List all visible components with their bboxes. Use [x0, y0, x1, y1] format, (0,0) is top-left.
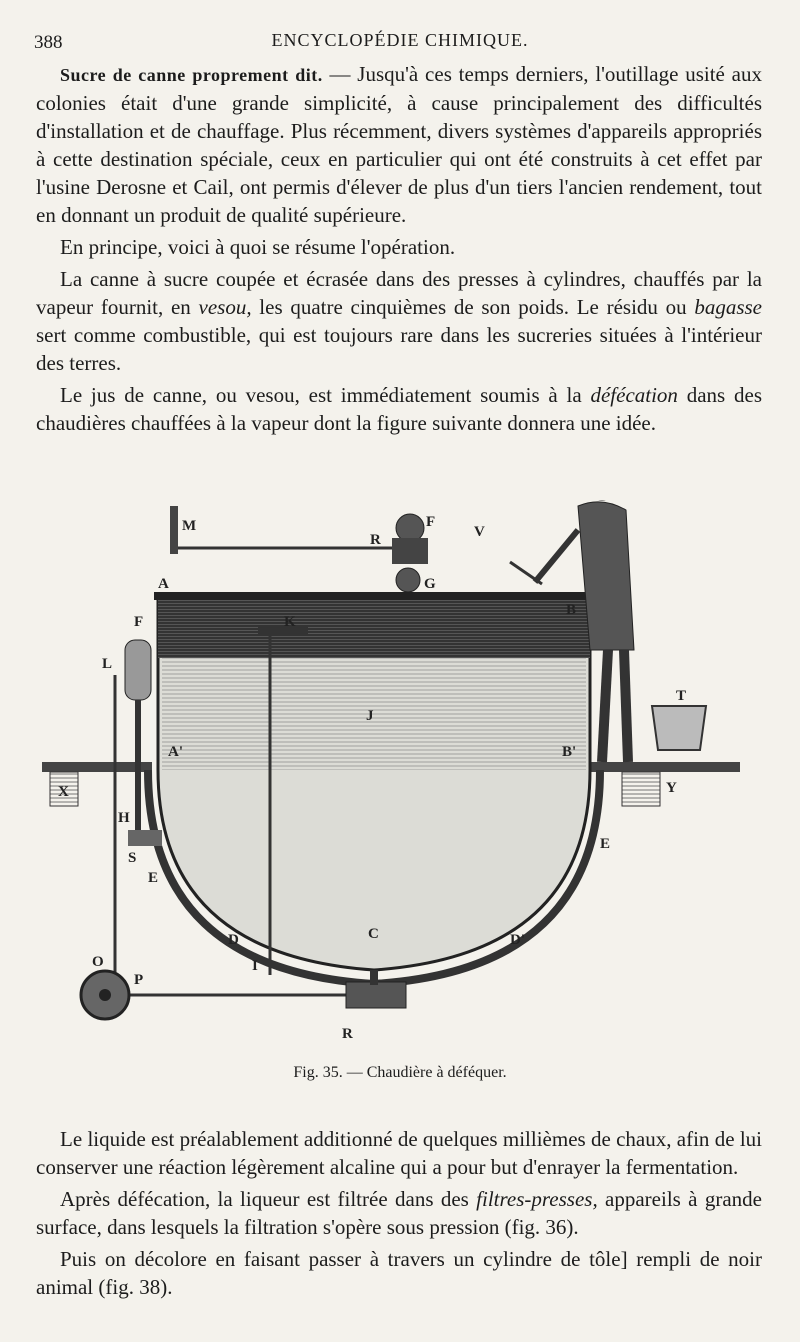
boiler-top-band — [158, 596, 590, 658]
label-o: O — [92, 954, 104, 970]
label-p: P — [134, 972, 144, 988]
label-b-prime: B' — [562, 744, 577, 760]
label-i: I — [252, 958, 258, 974]
paragraph-juice — [36, 381, 762, 437]
handle-k — [258, 626, 308, 634]
label-l: L — [102, 656, 113, 672]
paragraph-filter — [36, 1185, 762, 1241]
platform-right — [590, 762, 740, 772]
label-c: C — [368, 926, 379, 942]
label-j: J — [366, 708, 374, 724]
label-r-bottom: R — [342, 1026, 353, 1042]
term-bagasse: bagasse — [694, 295, 762, 319]
text-run: sert comme combustible, qui est toujours rare dans les sucreries situées à l'intérieur des terres. — [36, 323, 762, 375]
top-text-block — [36, 60, 762, 441]
text-run: Le jus de canne, ou vesou, est immédiatement soumis à la — [60, 383, 591, 407]
label-r-top: R — [370, 532, 381, 548]
ladle-v — [510, 562, 542, 584]
term-filtres-presses: filtres-presses, — [476, 1187, 598, 1211]
boiler-rim — [154, 592, 594, 600]
block-y — [622, 772, 660, 806]
label-e-right: E — [600, 836, 611, 852]
label-e-left: E — [148, 870, 159, 886]
paragraph-intro — [36, 60, 762, 229]
label-k: K — [284, 614, 296, 630]
bottom-text-block — [36, 1125, 762, 1305]
label-f-top: F — [426, 514, 436, 530]
valve-body — [392, 538, 428, 564]
label-t: T — [676, 688, 687, 704]
text-run: les quatre cinquièmes de son poids. Le résidu ou — [251, 295, 695, 319]
label-d-prime: D' — [510, 932, 525, 948]
term-defecation: défécation — [590, 383, 678, 407]
label-f-left: F — [134, 614, 144, 630]
term-vesou: vesou, — [198, 295, 252, 319]
figure-caption: Fig. 35. — Chaudière à déféquer. — [293, 1064, 507, 1081]
paragraph-decolor: Puis on décolore en faisant passer à travers un cylindre de tôle] rempli de noir animal (fig. 38). — [36, 1247, 762, 1299]
label-a-prime: A' — [168, 744, 183, 760]
label-v: V — [474, 524, 485, 540]
text-run: Après défécation, la liqueur est filtrée dans des — [60, 1187, 477, 1211]
label-a: A — [158, 576, 169, 592]
label-g-top: G — [424, 576, 436, 592]
drain-valve-r — [346, 982, 406, 1008]
text-run: appareils à grande surface, dans lesquels la filtration s'opère sous pression (fig. 36). — [36, 1187, 762, 1239]
label-m: M — [182, 518, 197, 534]
section-lead: Sucre de canne proprement dit. — [60, 65, 323, 85]
valve-s — [128, 830, 162, 846]
text-run: dans des chaudières chauffées à la vapeur dont la figure suivante donnera une idée. — [36, 383, 762, 435]
label-d: D — [228, 932, 239, 948]
lever-m — [170, 506, 178, 554]
label-x: X — [58, 784, 69, 800]
page-number: 388 — [34, 32, 63, 53]
valve-g — [396, 568, 420, 592]
paragraph-lime: Le liquide est préalablement additionné de quelques millièmes de chaux, afin de lui conserver une réaction légèrement alcaline qui a pour but d'enrayer la fermentation. — [36, 1127, 762, 1179]
paragraph-principle: En principe, voici à quoi se résume l'opération. — [60, 235, 456, 259]
text-run: La canne à sucre coupée et écrasée dans des presses à cylindres, chauffés par la vapeur fournit, en — [36, 267, 762, 319]
gear-hub — [99, 989, 111, 1001]
paragraph-cane — [36, 265, 762, 377]
figure-defecation-boiler — [30, 500, 770, 1045]
liquid-surface — [162, 658, 586, 770]
label-y: Y — [666, 780, 677, 796]
label-h: H — [118, 810, 130, 826]
column-f — [125, 640, 151, 700]
label-s: S — [128, 850, 137, 866]
label-b: B — [566, 602, 577, 618]
bucket — [652, 706, 706, 750]
running-head: ENCYCLOPÉDIE CHIMIQUE. — [271, 30, 529, 50]
valve-f-top — [396, 514, 424, 542]
paragraph-intro-text: — Jusqu'à ces temps derniers, l'outillage usité aux colonies était d'une grande simplicité, à cause principalement des difficultés d'installation et de chauffage. Plus récemment, divers systèmes d'appareils appropriés à cette destination spéciale, ceux en particulier qui ont été construits à cet effet par l'usine Derosne et Cail, ont permis d'élever de plus d'un tiers l'ancien rendement, tout en donnant un produit de qualité supérieure. — [36, 62, 762, 227]
